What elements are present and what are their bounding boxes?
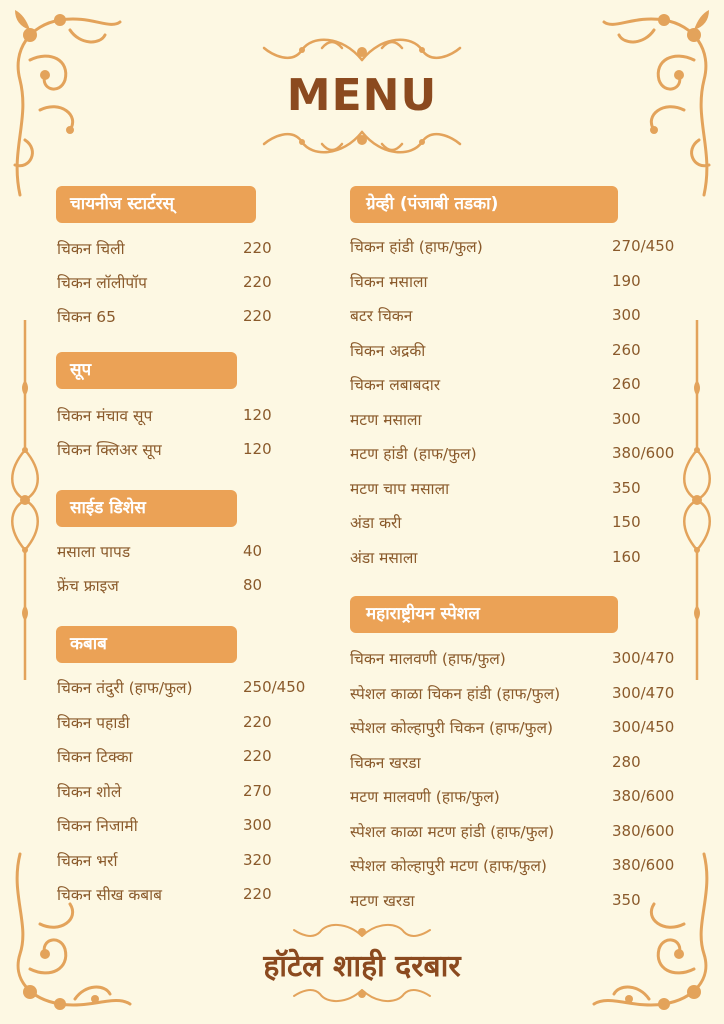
menu-item-name: चिकन पहाडी	[57, 714, 130, 732]
menu-item-price: 280	[612, 753, 641, 771]
hotel-name: हॉटेल शाही दरबार	[263, 949, 461, 984]
menu-item-price: 260	[612, 375, 641, 393]
menu-item-name: स्पेशल काळा मटण हांडी (हाफ/फुल)	[350, 823, 555, 841]
menu-item-name: फ्रेंच फ्राइज	[57, 577, 119, 595]
menu-item-name: चिकन टिक्का	[57, 748, 133, 766]
menu-item-price: 40	[243, 542, 263, 560]
menu-item-name: चिकन लबाबदार	[350, 376, 441, 394]
menu-item-name: चिकन निजामी	[57, 817, 138, 835]
footer-top-flourish	[292, 920, 432, 942]
menu-item-name: चिकन भर्रा	[57, 852, 118, 870]
menu-title: MENU	[286, 70, 438, 121]
menu-item-name: चिकन अद्रकी	[350, 342, 426, 360]
menu-item-name: स्पेशल कोल्हापुरी चिकन (हाफ/फुल)	[350, 719, 554, 737]
menu-item-price: 350	[612, 891, 641, 909]
menu-item-name: चिकन सीख कबाब	[57, 886, 163, 904]
menu-item-price: 350	[612, 479, 641, 497]
menu-item-price: 300	[612, 306, 641, 324]
section-heading-maharashtrian: महाराष्ट्रीयन स्पेशल	[350, 596, 618, 633]
menu-item-price: 220	[243, 885, 272, 903]
menu-item-name: मटण खरडा	[350, 892, 415, 910]
menu-item-name: चिकन मंचाव सूप	[57, 407, 153, 425]
menu-item-name: चिकन चिली	[57, 240, 125, 258]
menu-item-price: 270	[243, 782, 272, 800]
menu-item-price: 300	[243, 816, 272, 834]
menu-item-name: बटर चिकन	[350, 307, 413, 325]
menu-item-price: 120	[243, 406, 272, 424]
menu-item-price: 250/450	[243, 678, 306, 696]
menu-item-name: मसाला पापड	[57, 543, 131, 561]
menu-item-name: अंडा करी	[350, 514, 402, 532]
bottom-right-corner-ornament	[584, 850, 724, 1024]
menu-item-price: 300/470	[612, 684, 675, 702]
menu-item-price: 260	[612, 341, 641, 359]
menu-item-price: 150	[612, 513, 641, 531]
menu-item-name: मटण चाप मसाला	[350, 480, 450, 498]
menu-item-name: मटण मालवणी (हाफ/फुल)	[350, 788, 500, 806]
menu-item-price: 380/600	[612, 856, 675, 874]
menu-item-price: 300/450	[612, 718, 675, 736]
menu-item-name: चिकन खरडा	[350, 754, 421, 772]
title-top-flourish	[262, 30, 462, 70]
menu-item-name: मटण मसाला	[350, 411, 422, 429]
menu-item-name: चिकन शोले	[57, 783, 122, 801]
menu-item-name: चिकन हांडी (हाफ/फुल)	[350, 238, 483, 256]
title-bottom-flourish	[262, 122, 462, 162]
menu-item-price: 380/600	[612, 444, 675, 462]
menu-item-price: 220	[243, 713, 272, 731]
menu-item-price: 220	[243, 239, 272, 257]
menu-item-name: चिकन मालवणी (हाफ/फुल)	[350, 650, 506, 668]
menu-item-name: चिकन 65	[57, 308, 117, 326]
menu-item-price: 320	[243, 851, 272, 869]
left-side-flourish	[8, 320, 42, 680]
menu-item-price: 300	[612, 410, 641, 428]
menu-item-price: 160	[612, 548, 641, 566]
menu-item-name: स्पेशल काळा चिकन हांडी (हाफ/फुल)	[350, 685, 561, 703]
menu-item-name: चिकन क्लिअर सूप	[57, 441, 162, 459]
menu-item-price: 220	[243, 273, 272, 291]
menu-item-price: 270/450	[612, 237, 675, 255]
menu-item-name: चिकन तंदुरी (हाफ/फुल)	[57, 679, 193, 697]
menu-item-price: 80	[243, 576, 263, 594]
footer-bottom-flourish	[292, 984, 432, 1006]
bottom-left-corner-ornament	[0, 850, 140, 1024]
menu-item-name: अंडा मसाला	[350, 549, 418, 567]
menu-item-name: स्पेशल कोल्हापुरी मटण (हाफ/फुल)	[350, 857, 547, 875]
section-heading-gravy: ग्रेव्ही (पंजाबी तडका)	[350, 186, 618, 223]
menu-item-name: मटण हांडी (हाफ/फुल)	[350, 445, 477, 463]
section-heading-soup: सूप	[56, 352, 237, 389]
menu-item-price: 120	[243, 440, 272, 458]
menu-item-name: चिकन लॉलीपॉप	[57, 274, 147, 292]
right-side-flourish	[680, 320, 714, 680]
menu-item-price: 220	[243, 747, 272, 765]
menu-item-price: 220	[243, 307, 272, 325]
menu-item-price: 380/600	[612, 822, 675, 840]
menu-item-price: 300/470	[612, 649, 675, 667]
section-heading-kabab: कबाब	[56, 626, 237, 663]
menu-item-name: चिकन मसाला	[350, 273, 428, 291]
menu-item-price: 190	[612, 272, 641, 290]
menu-item-price: 380/600	[612, 787, 675, 805]
section-heading-side-dishes: साईड डिशेस	[56, 490, 237, 527]
section-heading-chinese-starters: चायनीज स्टार्टरस्	[56, 186, 256, 223]
